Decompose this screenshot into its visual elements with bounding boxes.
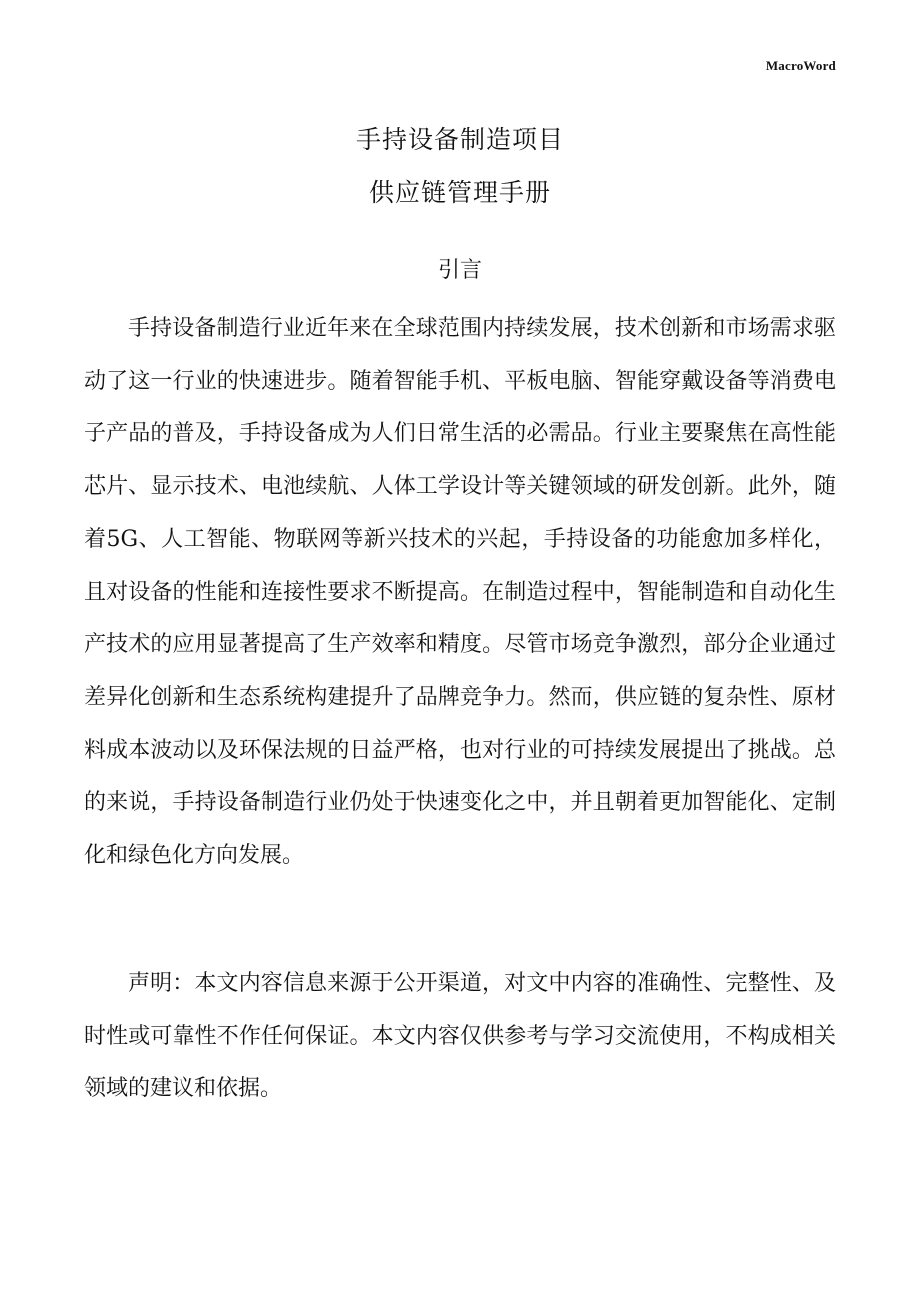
intro-paragraph: 手持设备制造行业近年来在全球范围内持续发展，技术创新和市场需求驱动了这一行业的快速进步。随着智能手机、平板电脑、智能穿戴设备等消费电子产品的普及，手持设备成为人们日常生活的必需品。行业主要聚焦在高性能芯片、显示技术、电池续航、人体工学设计等关键领域的研发创新。此外，随着5G、人工智能、物联网等新兴技术的兴起，手持设备的功能愈加多样化，且对设备的性能和连接性要求不断提高。在制造过程中，智能制造和自动化生产技术的应用显著提高了生产效率和精度。尽管市场竞争激烈，部分企业通过差异化创新和生态系统构建提升了品牌竞争力。然而，供应链的复杂性、原材料成本波动以及环保法规的日益严格，也对行业的可持续发展提出了挑战。总的来说，手持设备制造行业仍处于快速变化之中，并且朝着更加智能化、定制化和绿色化方向发展。 [84, 316, 836, 869]
header-brand: MacroWord [765, 58, 836, 73]
section-heading-introduction: 引言 [437, 258, 482, 283]
disclaimer-paragraph: 声明：本文内容信息来源于公开渠道，对文中内容的准确性、完整性、及时性或可靠性不作任何保证。本文内容仅供参考与学习交流使用，不构成相关领域的建议和依据。 [84, 971, 836, 1102]
document-title-line-2: 供应链管理手册 [368, 178, 551, 207]
document-title-line-1: 手持设备制造项目 [355, 125, 564, 154]
